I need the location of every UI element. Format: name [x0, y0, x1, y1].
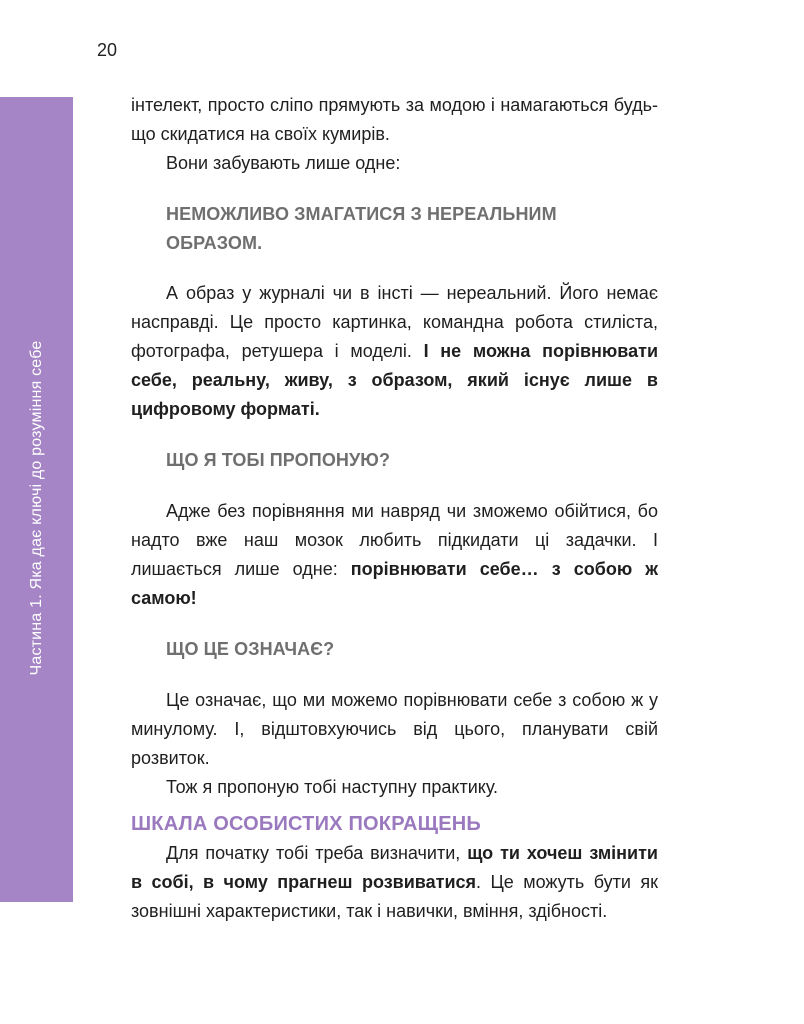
- heading-impossible-compete: [166, 200, 658, 258]
- paragraph-image-unreal-text: А образ у журналі чи в інсті — нереальний. Його немає насправді. Це просто картинка, командна робота стиліста, фотографа, ретушера і моделі.: [131, 283, 658, 361]
- paragraph-start: [131, 839, 658, 926]
- heading-personal-improvement-scale: ШКАЛА ОСОБИСТИХ ПОКРАЩЕНЬ: [131, 813, 481, 835]
- paragraph-image-unreal: [131, 279, 658, 424]
- heading-line-2: ОБРАЗОМ.: [166, 233, 263, 253]
- page-body: [131, 91, 658, 926]
- paragraph-practice: Тож я пропоную тобі наступну практику.: [166, 777, 499, 797]
- page-number: 20: [97, 40, 118, 60]
- heading-what-i-offer: ЩО Я ТОБІ ПРОПОНУЮ?: [166, 450, 391, 470]
- chapter-side-title: Частина 1. Яка дає ключі до розуміння себе: [28, 340, 45, 676]
- paragraph-image-unreal-emphasis: І не можна порівнювати себе, реальну, живу, з образом, який існує лише в цифровому форматі.: [131, 341, 659, 419]
- paragraph-comparison: [131, 497, 658, 613]
- paragraph-start-text-1: Для початку тобі треба визначити,: [166, 843, 468, 863]
- heading-line-1: НЕМОЖЛИВО ЗМАГАТИСЯ З НЕРЕАЛЬНИМ: [166, 204, 557, 224]
- paragraph-start-emphasis: що ти хочеш змінити в собі, в чому прагнеш розвиватися: [131, 843, 658, 892]
- paragraph-intro: інтелект, просто сліпо прямують за модою і намагаються будь-що скидатися на своїх кумирів.: [131, 95, 658, 144]
- paragraph-start-text-2: . Це можуть бути як зовнішні характеристики, так і навички, вміння, здібності.: [131, 872, 658, 921]
- paragraph-meaning: Це означає, що ми можемо порівнювати себе з собою ж у минулому. І, відштовхуючись від цього, планувати свій розвиток.: [131, 690, 658, 768]
- paragraph-comparison-text: Адже без порівняння ми навряд чи зможемо обійтися, бо надто вже наш мозок любить підкидати ці задачки. І лишається лише одне:: [131, 501, 658, 579]
- heading-what-it-means: ЩО ЦЕ ОЗНАЧАЄ?: [166, 639, 335, 659]
- paragraph-forget: Вони забувають лише одне:: [166, 153, 401, 173]
- paragraph-comparison-emphasis: порівнювати себе… з собою ж самою!: [131, 559, 658, 608]
